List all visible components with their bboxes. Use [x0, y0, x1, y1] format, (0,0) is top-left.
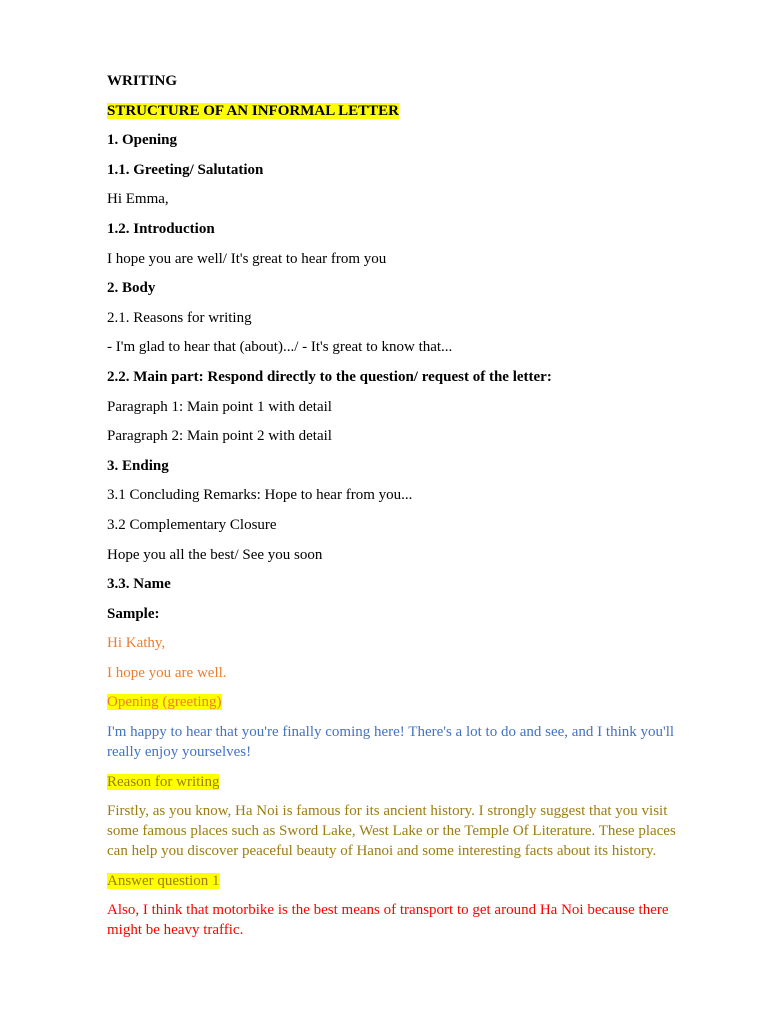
reasons-example: - I'm glad to hear that (about).../ - It's great to know that...	[107, 339, 453, 356]
paragraph-1-text: Paragraph 1: Main point 1 with detail	[107, 398, 332, 415]
sample-opening-text: I'm happy to hear that you're finally coming here! There's a lot to do and see, and I think you'll really enjoy yourselves!	[107, 724, 675, 761]
closure-heading: 3.2 Complementary Closure	[107, 516, 277, 533]
label-answer-1: Answer question 1	[107, 872, 220, 889]
closure-example: Hope you all the best/ See you soon	[107, 546, 323, 563]
section-opening-heading: 1. Opening	[107, 132, 178, 149]
document-subtitle: STRUCTURE OF AN INFORMAL LETTER	[107, 102, 399, 119]
sample-heading: Sample:	[107, 605, 160, 622]
document-body	[107, 71, 687, 950]
concluding-remarks: 3.1 Concluding Remarks: Hope to hear from you...	[107, 487, 413, 504]
label-opening: Opening (greeting)	[107, 694, 222, 711]
label-reason: Reason for writing	[107, 773, 220, 790]
greeting-example: Hi Emma,	[107, 191, 169, 208]
reasons-heading: 2.1. Reasons for writing	[107, 309, 252, 326]
introduction-example: I hope you are well/ It's great to hear from you	[107, 250, 387, 267]
name-heading: 3.3. Name	[107, 576, 171, 593]
greeting-heading: 1.1. Greeting/ Salutation	[107, 161, 264, 178]
sample-reason-text: Firstly, as you know, Ha Noi is famous for its ancient history. I strongly suggest that you visit some famous places such as Sword Lake, West Lake or the Temple Of Literature. These places can help you discover peaceful beauty of Hanoi and some interesting facts about its history.	[107, 803, 676, 860]
introduction-heading: 1.2. Introduction	[107, 220, 215, 237]
paragraph-2-text: Paragraph 2: Main point 2 with detail	[107, 428, 332, 445]
document-title: WRITING	[107, 73, 178, 89]
section-body-heading: 2. Body	[107, 280, 156, 297]
sample-greeting: Hi Kathy,	[107, 635, 166, 652]
sample-intro: I hope you are well.	[107, 664, 227, 681]
main-part-heading: 2.2. Main part: Respond directly to the question/ request of the letter:	[107, 368, 552, 385]
sample-answer-1-text: Also, I think that motorbike is the best means of transport to get around Ha Noi because there might be heavy traffic.	[107, 902, 669, 939]
section-ending-heading: 3. Ending	[107, 457, 169, 474]
